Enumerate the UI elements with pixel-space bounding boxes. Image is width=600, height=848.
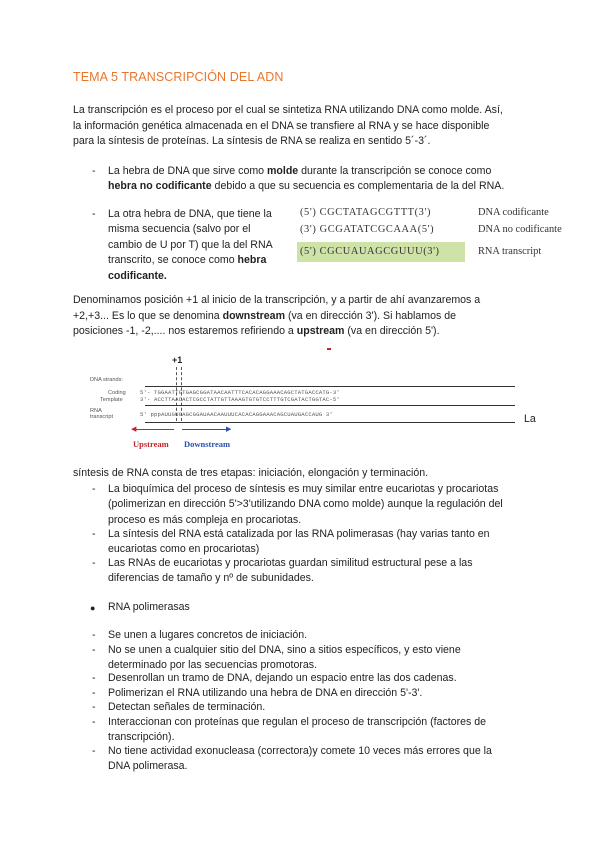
rna-sequence: 5' pppAUUGUGAGCGGAUAACAAUUUCACACAGGAAACAGCUAUGACCAUG 3' [140, 411, 333, 418]
text-line: La bioquímica del proceso de síntesis es muy similar entre eucariotas y procariotas [108, 483, 499, 495]
right-arrowhead-icon: ▶ [226, 426, 232, 433]
position-paragraph [73, 293, 533, 340]
text-line: Las RNAs de eucariotas y procariotas guardan similitud estructural pese a las [108, 557, 473, 569]
upstream-label: Upstream [133, 439, 169, 449]
bullet-rnas [108, 556, 548, 587]
downstream-label: Downstream [184, 439, 231, 449]
text-line: No se unen a cualquier sitio del DNA, sino a sitios específicos, y esto viene [108, 644, 461, 656]
bullet-dash: - [92, 745, 96, 757]
intro-line: la información genética almacenada en el DNA se transfiere al RNA y se hace disponible [73, 119, 490, 132]
text-run: +2,+3... Es lo que se denomina [73, 309, 223, 322]
text-run: durante la transcripción se conoce como [298, 165, 492, 177]
bullet-dash: - [92, 644, 96, 656]
section-heading: RNA polimerasas [108, 601, 190, 613]
strand-line [145, 422, 515, 423]
bullet-dash: - [92, 687, 96, 699]
bullet-polimerasas [108, 527, 548, 558]
coding-sequence: 5'- TGGAATTGTGAGCGGATAACAATTTCACACAGGAAACAGCTATGACCATG-3' [140, 389, 340, 396]
text-line: determinado por las secuencias promotoras. [108, 659, 318, 672]
bullet-bioquimica [108, 482, 548, 528]
seq-label: RNA transcript [478, 246, 542, 257]
text-line: transcripción). [108, 731, 175, 744]
seq-label: DNA no codificante [478, 224, 562, 235]
strand-line [145, 386, 515, 387]
seq-rna: (5') CGCUAUAGCGUUU(3') [300, 246, 440, 257]
seq-label: DNA codificante [478, 207, 549, 218]
bullet-codificante [108, 207, 308, 284]
bold-term: hebra no codificante [108, 180, 212, 193]
transcription-figure [90, 355, 520, 455]
seq-coding: (5') CGCTATAGCGTTT(3') [300, 207, 432, 218]
text-run: (va en dirección 3'). Si hablamos de [285, 309, 457, 322]
text-line: La síntesis del RNA está catalizada por las RNA polimerasas (hay varias tanto en [108, 528, 490, 540]
text-line: (polimerizan en dirección 5'>3'utilizando DNA como molde) aunque la regulación del [108, 498, 503, 511]
text-run: debido a que su secuencia es complementaria de la del RNA. [211, 180, 505, 193]
text-run: (va en dirección 5'). [344, 325, 440, 338]
bold-term: hebra [237, 254, 267, 267]
page-title: TEMA 5 TRANSCRIPCIÓN DEL ADN [73, 70, 284, 84]
intro-line: La transcripción es el proceso por el cual se sintetiza RNA utilizando DNA como molde. Así, [73, 104, 503, 116]
pol-bullet: Detectan señales de terminación. [108, 701, 266, 713]
bullet-dash: - [92, 629, 96, 641]
bullet-dash: - [92, 208, 96, 220]
dna-strands-label: DNA strands: [90, 377, 123, 383]
bold-term: upstream [296, 325, 345, 338]
bullet-dash: - [92, 672, 96, 684]
bullet-dash: - [92, 701, 96, 713]
text-line: misma secuencia (salvo por el [108, 223, 251, 236]
bold-term: molde [267, 165, 299, 177]
sintesis-line: síntesis de RNA consta de tres etapas: iniciación, elongación y terminación. [73, 467, 429, 479]
intro-line: para la síntesis de proteínas. La síntesis de RNA se realiza en sentido 5´-3´. [73, 135, 431, 148]
bullet-dash: - [92, 716, 96, 728]
pol-bullet [108, 744, 548, 775]
transcript-label: transcript [90, 414, 114, 420]
text-line: Interaccionan con proteínas que regulan el proceso de transcripción (factores de [108, 716, 487, 728]
upstream-arrow [134, 429, 174, 430]
text-line: diferencias de tamaño y nº de subunidades. [108, 572, 314, 585]
text-line: eucariotas como en procariotas) [108, 543, 260, 556]
text-line: Denominamos posición +1 al inicio de la transcripción, y a partir de ahí avanzaremos a [73, 294, 481, 306]
red-mark [327, 348, 331, 350]
pol-bullet [108, 643, 548, 674]
text-run: transcrito, se conoce como [108, 254, 238, 267]
bullet-dash: - [92, 557, 96, 569]
coding-label: Coding [108, 390, 126, 396]
bullet-dash: - [92, 165, 96, 177]
text-run: posiciones -1, -2,.... nos estaremos refiriendo a [73, 325, 297, 338]
pol-bullet: Desenrollan un tramo de DNA, dejando un espacio entre las dos cadenas. [108, 672, 457, 684]
bold-term: codificante. [108, 269, 167, 282]
template-label: Template [100, 397, 123, 403]
bullet-dash: - [92, 528, 96, 540]
pol-bullet [108, 715, 548, 746]
intro-paragraph [73, 103, 503, 150]
strand-line [145, 405, 515, 406]
left-arrowhead-icon: ◀ [131, 426, 137, 433]
trailing-word: La [524, 413, 536, 425]
bold-term: downstream [222, 309, 285, 322]
text-run: La hebra de DNA que sirve como [108, 165, 267, 177]
bullet-molde [108, 164, 548, 195]
text-line: cambio de U por T) que la del RNA [108, 238, 273, 251]
downstream-arrow [182, 429, 228, 430]
text-line: No tiene actividad exonucleasa (correctora)y comete 10 veces más errores que la [108, 745, 492, 757]
pol-bullet: Se unen a lugares concretos de iniciación. [108, 629, 308, 641]
bullet-dot-icon: ● [90, 603, 96, 613]
template-sequence: 3'- ACCTTAACACTCGCCTATTGTTAAAGTGTGTCCTTTGTCGATACTGGTAC-5' [140, 396, 340, 403]
text-line: DNA polimerasa. [108, 760, 188, 773]
rna-label: RNA [90, 408, 102, 414]
pol-bullet: Polimerizan el RNA utilizando una hebra de DNA en dirección 5'-3'. [108, 687, 423, 699]
bullet-dash: - [92, 483, 96, 495]
text-line: proceso es más compleja en procariotas. [108, 513, 302, 526]
plus-one-label: +1 [172, 355, 183, 365]
text-line: La otra hebra de DNA, que tiene la [108, 208, 272, 220]
seq-noncoding: (3') GCGATATCGCAAA(5') [300, 224, 435, 235]
